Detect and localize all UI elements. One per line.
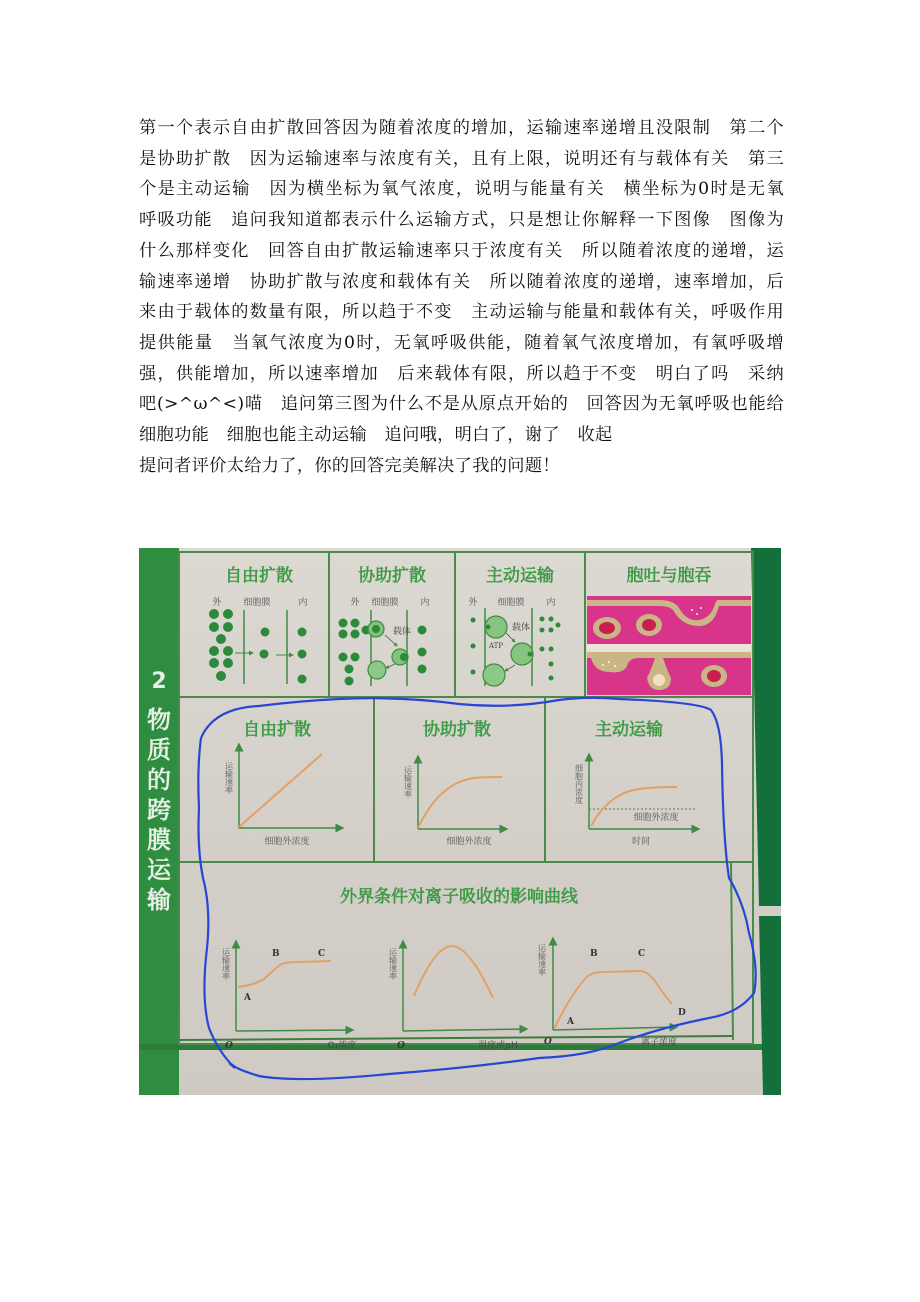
svg-text:C: C: [638, 949, 646, 959]
svg-text:细胞膜: 细胞膜: [497, 598, 525, 608]
svg-text:运输速率: 运输速率: [537, 944, 547, 976]
banner-number: 2: [151, 669, 167, 694]
answer-line: 细胞功能 细胞也能主动运输 追问哦，明白了，谢了 收起: [139, 425, 613, 446]
svg-text:细胞外浓度: 细胞外浓度: [446, 837, 492, 847]
answer-line: 呼吸功能 追问我知道都表示什么运输方式，只是想让你解释一下图像 图像为: [139, 210, 784, 231]
banner-char: 输: [147, 886, 171, 914]
top-title-free-diffusion: 自由扩散: [225, 566, 293, 586]
svg-text:运输速率: 运输速率: [224, 762, 234, 794]
answer-line: 个是主动运输 因为横坐标为氧气浓度，说明与能量有关 横坐标为0时是无氧: [139, 179, 784, 200]
chart-temperature-ph: [388, 941, 528, 1051]
svg-text:A: A: [244, 993, 251, 1003]
answer-text: [139, 113, 784, 481]
mid-title-active-transport: 主动运输: [595, 720, 663, 740]
banner-char: 物: [147, 706, 171, 734]
banner-char: 质: [147, 736, 171, 764]
facilitated-diffusion-diagram: [339, 610, 427, 686]
svg-text:离子浓度: 离子浓度: [640, 1038, 678, 1048]
svg-text:细胞外浓度: 细胞外浓度: [264, 837, 310, 847]
chart-oxygen: [221, 941, 357, 1051]
active-transport-diagram: [471, 608, 561, 686]
svg-text:O: O: [544, 1037, 552, 1047]
answer-line: 强，供能增加，所以速率增加 后来载体有限，所以趋于不变 明白了吗 采纳: [139, 363, 784, 384]
svg-text:载体: 载体: [393, 627, 412, 637]
svg-text:O: O: [225, 1041, 233, 1051]
svg-text:运输速率: 运输速率: [221, 948, 231, 980]
svg-text:温度或pH: 温度或pH: [478, 1041, 518, 1051]
svg-text:O₂浓度: O₂浓度: [327, 1041, 357, 1051]
answer-line: 第一个表示自由扩散回答因为随着浓度的增加，运输速率递增且没限制 第二个: [139, 118, 784, 138]
svg-text:外: 外: [468, 598, 478, 608]
svg-text:载体: 载体: [512, 623, 531, 633]
svg-text:D: D: [678, 1008, 686, 1018]
top-title-exo-endocytosis: 胞吐与胞吞: [626, 566, 712, 586]
mid-title-facilitated-diffusion: 协助扩散: [423, 720, 491, 740]
svg-text:B: B: [272, 949, 280, 959]
svg-text:运输速率: 运输速率: [403, 766, 413, 798]
svg-text:B: B: [590, 949, 598, 959]
bottom-section-title: 外界条件对离子吸收的影响曲线: [340, 887, 578, 907]
svg-text:内: 内: [546, 598, 556, 608]
answer-line: 来由于载体的数量有限，所以趋于不变 主动运输与能量和载体有关，呼吸作用: [139, 302, 784, 323]
mid-title-free-diffusion: 自由扩散: [243, 720, 311, 740]
svg-text:ATP: ATP: [489, 642, 504, 650]
svg-text:细胞外浓度: 细胞外浓度: [633, 813, 679, 823]
svg-text:外: 外: [212, 598, 222, 608]
svg-text:内: 内: [420, 598, 430, 608]
svg-text:细胞内浓度: 细胞内浓度: [574, 764, 584, 804]
banner-char: 运: [147, 856, 171, 884]
asker-rating: 提问者评价太给力了，你的回答完美解决了我的问题！: [139, 455, 560, 476]
answer-line: 提供能量 当氧气浓度为0时，无氧呼吸供能，随着氧气浓度增加，有氧呼吸增: [139, 332, 784, 353]
svg-text:A: A: [567, 1017, 574, 1027]
chart-ion-concentration: [537, 938, 687, 1048]
textbook-photo: [139, 548, 781, 1095]
svg-text:时间: 时间: [631, 837, 651, 847]
svg-text:O: O: [397, 1041, 405, 1051]
svg-text:运输速率: 运输速率: [388, 948, 398, 980]
svg-text:细胞膜: 细胞膜: [243, 598, 271, 608]
answer-line: 吧(>^ω^<)喵 追问第三图为什么不是从原点开始的 回答因为无氧呼吸也能给: [139, 394, 784, 415]
svg-text:内: 内: [298, 598, 308, 608]
banner-char: 膜: [147, 826, 171, 854]
svg-text:外: 外: [350, 598, 360, 608]
answer-line: 是协助扩散 因为运输速率与浓度有关，且有上限，说明还有与载体有关 第三: [139, 148, 784, 169]
chart-free-diffusion: [224, 744, 344, 847]
chart-facilitated-diffusion: [403, 756, 508, 847]
top-title-active-transport: 主动运输: [486, 566, 554, 586]
banner-char: 的: [147, 766, 171, 794]
answer-line: 什么那样变化 回答自由扩散运输速率只于浓度有关 所以随着浓度的递增，运: [139, 240, 784, 261]
top-title-facilitated-diffusion: 协助扩散: [358, 566, 426, 586]
svg-text:C: C: [318, 949, 326, 959]
free-diffusion-diagram: [209, 609, 307, 684]
chart-active-transport: [575, 754, 700, 847]
banner-char: 跨: [147, 796, 171, 824]
answer-line: 输速率递增 协助扩散与浓度和载体有关 所以随着浓度的递增，速率增加，后: [139, 271, 784, 292]
svg-text:细胞膜: 细胞膜: [371, 598, 399, 608]
exo-endocytosis-diagram: [587, 596, 751, 695]
